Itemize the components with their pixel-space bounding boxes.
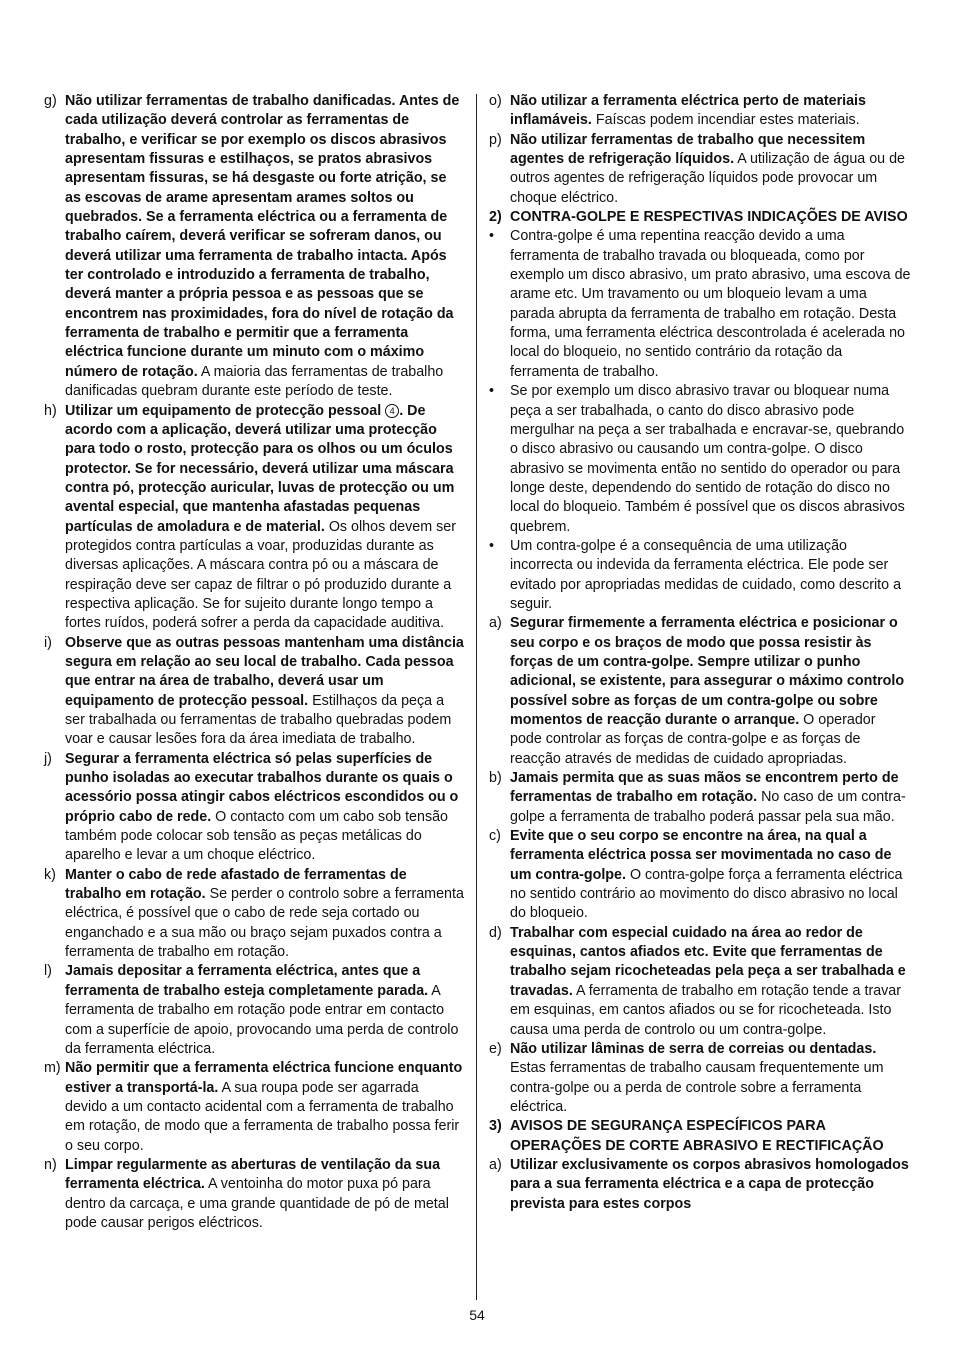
bold-text: Utilizar um equipamento de protecção pessoal — [65, 402, 382, 419]
item-text — [65, 962, 464, 1059]
item-label: k) — [44, 866, 56, 883]
normal-text: O contra-golpe força a ferramenta eléctrica no sentido contrário ao movimento do disco abrasivo no local do bloqueio. — [510, 866, 903, 922]
item-text — [65, 402, 464, 634]
bold-text: Jamais depositar a ferramenta eléctrica, antes que a ferramenta de trabalho esteja completamente parada. — [65, 963, 429, 999]
list-item — [489, 1040, 911, 1117]
item-text — [510, 537, 911, 614]
normal-text: Se perder o controlo sobre a ferramenta eléctrica, é possível que o cabo de rede seja cortado ou enganchado e a sua mão ou braço sejam puxados contra a ferramenta de trabalho em rotação. — [65, 886, 464, 961]
list-item — [44, 1059, 464, 1156]
left-column — [44, 92, 464, 1233]
item-label: • — [489, 228, 495, 245]
column-divider — [476, 94, 477, 1300]
list-item — [44, 962, 464, 1059]
normal-text: A ventoinha do motor puxa pó para dentro da carcaça, e uma grande quantidade de pó de metal pode causar perigos eléctricos. — [65, 1176, 449, 1231]
list-item — [489, 131, 911, 208]
item-label: c) — [489, 828, 501, 845]
list-item — [44, 634, 464, 750]
item-label: o) — [489, 93, 502, 109]
normal-text: O operador pode controlar as forças de contra-golpe e as forças de reacção através de medidas de cuidado apropriadas. — [510, 712, 876, 767]
item-text — [510, 1117, 911, 1156]
bold-text: Evite que o seu corpo se encontre na área, na qual a ferramenta eléctrica possa ser movimentada no caso de um contra-golpe. — [510, 828, 892, 883]
list-item — [489, 382, 911, 537]
list-item — [44, 750, 464, 866]
list-item — [489, 1156, 911, 1214]
page-number: 54 — [469, 1307, 485, 1323]
bold-text: CONTRA-GOLPE E RESPECTIVAS INDICAÇÕES DE AVISO — [510, 209, 908, 226]
normal-text: O contacto com um cabo sob tensão também pode colocar sob tensão as peças metálicas do aparelho e levar a um choque eléctrico. — [65, 808, 449, 864]
list-item — [489, 827, 911, 924]
list-item — [489, 227, 911, 382]
normal-text: A utilização de água ou de outros agentes de refrigeração líquidos pode provocar um choque eléctrico. — [510, 151, 905, 206]
list-item — [489, 769, 911, 827]
item-text — [510, 827, 911, 924]
list-item — [489, 924, 911, 1040]
item-text — [65, 1059, 464, 1156]
bold-text: Segurar firmemente a ferramenta eléctrica e posicionar o seu corpo e os braços de modo que possa resistir às forças de um contra-golpe. Sempre utilizar o punho adicional, se existente, para assegurar o máximo controlo possível sobre as forças de um contra-golpe ou sobre momentos de reacção durante o arranque. — [510, 615, 905, 728]
item-text — [510, 131, 911, 208]
bold-text: Não utilizar lâminas de serra de correias ou dentadas. — [510, 1040, 877, 1057]
list-item — [489, 614, 911, 769]
normal-text: A ferramenta de trabalho em rotação tende a travar em esquinas, em cantos afiados ou se for ricocheteada. Isto causa uma perda de controlo ou um contra-golpe. — [510, 982, 902, 1038]
item-text — [65, 866, 464, 963]
bold-text: Segurar a ferramenta eléctrica só pelas superfícies de punho isoladas ao executar trabalhos durante os quais o acessório possa atingir cabos eléctricos escondidos ou o próprio cabo de rede. — [65, 750, 459, 825]
list-item — [44, 92, 464, 402]
item-label: • — [489, 383, 495, 400]
item-text — [510, 382, 911, 537]
bold-text: Não utilizar ferramentas de trabalho que necessitem agentes de refrigeração líquidos. — [510, 131, 866, 168]
item-text — [510, 92, 911, 131]
item-label: 3) — [489, 1118, 502, 1135]
item-text — [510, 924, 911, 1040]
bold-text: Observe que as outras pessoas mantenham uma distância segura em relação ao seu local de trabalho. Cada pessoa que entrar na área de trabalho, deverá usar um equipamento de protecção pessoal. — [65, 634, 464, 709]
item-label: n) — [44, 1156, 57, 1173]
item-text — [510, 1156, 911, 1214]
item-text — [510, 614, 911, 769]
normal-text: Estilhaços da peça a ser trabalhada ou ferramentas de trabalho quebradas podem voar e causar lesões fora da área imediata de trabalho. — [65, 692, 452, 748]
list-item — [44, 1156, 464, 1233]
normal-text: Faíscas podem incendiar estes materiais. — [591, 112, 860, 129]
normal-text: A maioria das ferramentas de trabalho danificadas quebram durante este período de teste. — [65, 363, 444, 400]
item-label: b) — [489, 770, 502, 787]
normal-text: A sua roupa pode ser agarrada devido a um contacto acidental com a ferramenta de trabalho em rotação, de modo que a ferramenta de trabalho possa ferir o seu corpo. — [65, 1079, 460, 1154]
normal-text: A ferramenta de trabalho em rotação pode entrar em contacto com a superfície de apoio, provocando uma perda de controlo da ferramenta eléctrica. — [65, 982, 459, 1057]
item-label: p) — [489, 131, 502, 148]
item-text — [65, 1156, 464, 1233]
normal-text: Os olhos devem ser protegidos contra partículas a voar, produzidas durante as diversas aplicações. A máscara contra pó ou a máscara de respiração deve ser capaz de filtrar o pó produzido durante a respectiva aplicação. Se for sujeito durante longo tempo a fortes ruídos, poderá sofrer a perda da capacidade auditiva. — [65, 518, 456, 632]
right-column — [489, 92, 911, 1214]
bold-text: Não utilizar ferramentas de trabalho danificadas. Antes de cada utilização deverá controlar as ferramentas de trabalho, e verificar se por exemplo os discos abrasivos apresentam fissuras e estilhaços, se pratos abrasivos apresentam fissuras, se há desgaste ou forte atrição, se as escovas de arame apresentam arames soltos ou quebrados. Se a ferramenta eléctrica ou a ferramenta de trabalho caírem, deverá verificar se sofreram danos, ou deverá utilizar uma ferramenta de trabalho intacta. Após ter controlado e introduzido a ferramenta de trabalho, deverá manter a própria pessoa e as pessoas que se encontrem nas proximidades, fora do nível de rotação da ferramenta de trabalho e permitir que a ferramenta eléctrica funcione durante um minuto com o máximo número de rotação. — [65, 93, 460, 380]
section-heading — [489, 208, 911, 227]
item-text — [65, 92, 464, 402]
bold-text: Trabalhar com especial cuidado na área ao redor de esquinas, cantos afiados etc. Evite que ferramentas de trabalho sejam ricocheteadas pela peça a ser trabalhada e travadas. — [510, 924, 906, 999]
item-label: m) — [44, 1060, 61, 1077]
list-item — [44, 866, 464, 963]
normal-text: Estas ferramentas de trabalho causam frequentemente um contra-golpe ou a perda de controle sobre a ferramenta eléctrica. — [510, 1060, 884, 1115]
item-text — [65, 750, 464, 866]
item-label: d) — [489, 924, 502, 941]
item-label: 2) — [489, 209, 502, 226]
bold-text: Não utilizar a ferramenta eléctrica perto de materiais inflamáveis. — [510, 93, 866, 129]
list-item — [489, 92, 911, 131]
list-item — [44, 402, 464, 634]
item-label: a) — [489, 1156, 502, 1173]
item-text — [510, 769, 911, 827]
item-text — [510, 227, 911, 382]
bold-text: . De acordo com a aplicação, deverá utilizar uma protecção para todo o rosto, protecção para os olhos ou um óculos protector. Se for necessário, deverá utilizar uma máscara contra pó, protecção auricular, luvas de protecção ou um avental especial, que mantenha afastadas pequenas partículas de amoladura e de material. — [65, 402, 455, 535]
bold-text: Limpar regularmente as aberturas de ventilação da sua ferramenta eléctrica. — [65, 1156, 441, 1193]
item-label: • — [489, 537, 495, 554]
bold-text: Manter o cabo de rede afastado de ferramentas de trabalho em rotação. — [65, 866, 407, 903]
item-label: l) — [44, 963, 52, 980]
item-label: h) — [44, 402, 57, 419]
item-label: e) — [489, 1040, 502, 1057]
section-heading — [489, 1117, 911, 1156]
item-label: j) — [44, 750, 52, 767]
item-label: a) — [489, 615, 502, 632]
normal-text: No caso de um contra-golpe a ferramenta de trabalho poderá passar pela sua mão. — [510, 789, 906, 825]
bold-text: Utilizar exclusivamente os corpos abrasivos homologados para a sua ferramenta eléctrica e a capa de protecção prevista para estes corpos — [510, 1156, 909, 1212]
normal-text: Um contra-golpe é a consequência de uma utilização incorrecta ou indevida da ferramenta eléctrica. Ele pode ser evitado por apropriadas medidas de cuidado, como descrito a seguir. — [510, 537, 902, 612]
list-item — [489, 537, 911, 614]
normal-text: Contra-golpe é uma repentina reacção devido a uma ferramenta de trabalho travada ou bloqueada, como por exemplo um disco abrasivo, um prato abrasivo, uma escova de arame etc. Um travamento ou um bloqueio levam a uma parada abrupta da ferramenta de trabalho em rotação. Desta forma, uma ferramenta eléctrica descontrolada é acelerada no local do bloqueio, no sentido contrário da rotação da ferramenta de trabalho. — [510, 228, 911, 380]
normal-text: Se por exemplo um disco abrasivo travar ou bloquear numa peça a ser trabalhada, o canto do disco abrasivo pode mergulhar na peça a ser trabalhada e encravar-se, quebrando o disco abrasivo ou causando um contra-golpe. O disco abrasivo se movimenta então no sentido do operador ou para longe deste, dependendo do sentido de rotação do disco no local do bloqueio. Também é possível que os discos abrasivos quebrem. — [510, 383, 905, 535]
item-text — [65, 634, 464, 750]
bold-text: AVISOS DE SEGURANÇA ESPECÍFICOS PARA OPERAÇÕES DE CORTE ABRASIVO E RECTIFICAÇÃO — [510, 1118, 884, 1154]
item-text — [510, 1040, 911, 1117]
item-text — [510, 208, 911, 227]
figure-reference: 4 — [385, 404, 399, 418]
bold-text: Não permitir que a ferramenta eléctrica funcione enquanto estiver a transportá-la. — [65, 1060, 463, 1096]
item-label: g) — [44, 93, 57, 109]
item-label: i) — [44, 634, 52, 651]
bold-text: Jamais permita que as suas mãos se encontrem perto de ferramentas de trabalho em rotação. — [510, 770, 899, 806]
